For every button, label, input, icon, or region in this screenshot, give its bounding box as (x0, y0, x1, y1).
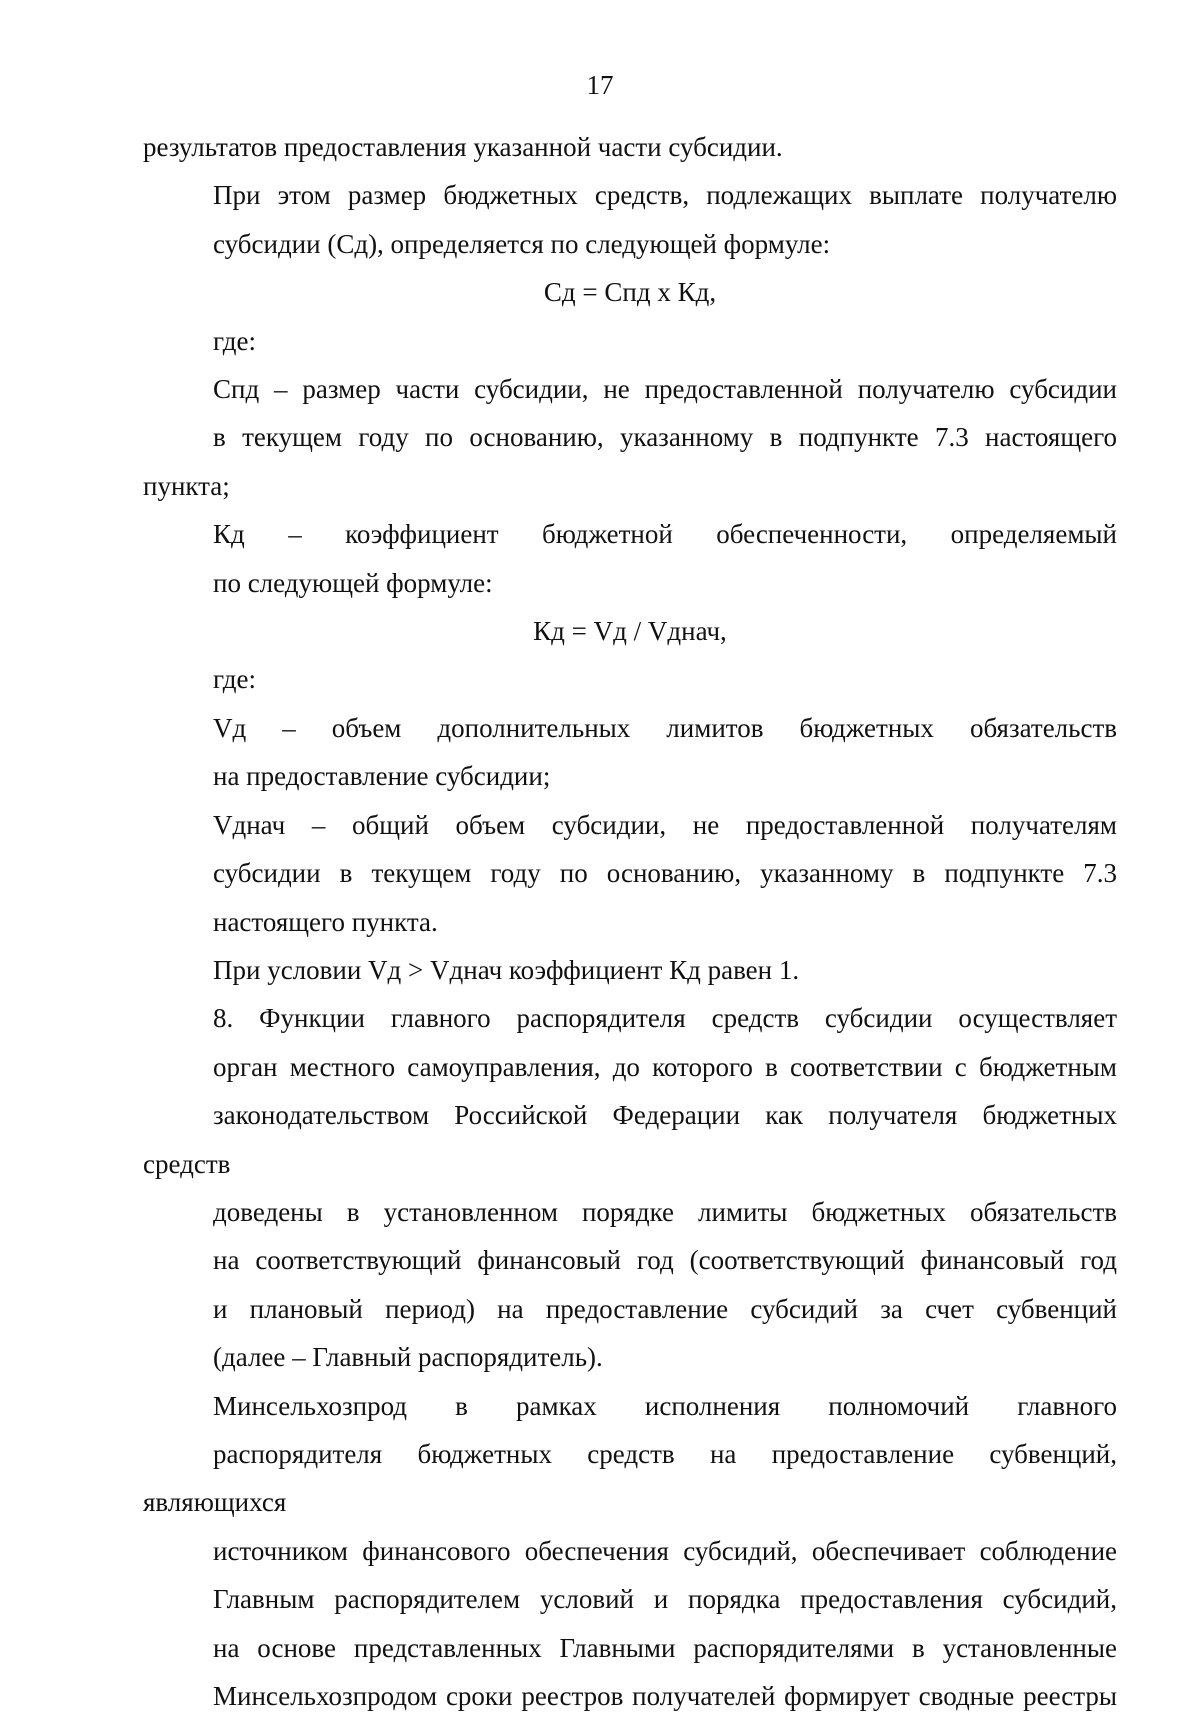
text-line: Минсельхозпрод в рамках исполнения полномочий главного (213, 1390, 1117, 1421)
text-line: Спд – размер части субсидии, не предоставленной получателю субсидии (213, 374, 1117, 405)
paragraph-budget-funds-amount (143, 171, 1117, 268)
text-line: где: (213, 325, 256, 356)
paragraph-condition (143, 946, 1117, 994)
paragraph-clause-8 (143, 994, 1117, 1381)
text-line: субсидии в текущем году по основанию, указанному в подпункте 7.3 (213, 858, 1117, 889)
text-line: и плановый период) на предоставление субсидий за счет субвенций (213, 1293, 1117, 1324)
text-line: источником финансового обеспечения субсидий, обеспечивает соблюдение (213, 1535, 1117, 1566)
text-line: на основе представленных Главными распорядителями в установленные (213, 1632, 1117, 1663)
text-line: Vднач – общий объем субсидии, не предоставленной получателям (213, 809, 1117, 840)
text-line: субсидии (Сд), определяется по следующей формуле: (213, 228, 831, 259)
text-line: распорядителя бюджетных средств на предоставление субвенций, являющихся (143, 1438, 1117, 1518)
text-line: доведены в установленном порядке лимиты бюджетных обязательств (213, 1196, 1117, 1227)
where-label (143, 655, 1117, 703)
text-line: орган местного самоуправления, до которого в соответствии с бюджетным (213, 1051, 1117, 1082)
text-line: Кд – коэффициент бюджетной обеспеченности, определяемый (213, 519, 1117, 550)
text-line: Минсельхозпродом сроки реестров получателей формирует сводные реестры (213, 1681, 1117, 1711)
text-line: законодательством Российской Федерации как получателя бюджетных средств (143, 1100, 1117, 1179)
text-line: на предоставление субсидии; (213, 761, 551, 792)
text-line: на соответствующий финансовый год (соответствующий финансовый год (213, 1245, 1117, 1276)
where-label (143, 317, 1117, 365)
text-line: где: (213, 664, 256, 695)
page-number: 17 (586, 70, 614, 100)
text-line: При условии Vд > Vднач коэффициент Кд равен 1. (213, 954, 800, 985)
text-line: Vд – объем дополнительных лимитов бюджетных обязательств (213, 712, 1117, 743)
definition-vd (143, 704, 1117, 801)
text-line: результатов предоставления указанной части субсидии. (143, 132, 783, 162)
formula-kd: Кд = Vд / Vднач, (533, 616, 727, 647)
document-body (143, 123, 1117, 1720)
text-line: Главным распорядителем условий и порядка предоставления субсидий, (213, 1584, 1117, 1615)
text-line: (далее – Главный распорядитель). (213, 1342, 603, 1373)
definition-vdnach (143, 801, 1117, 946)
text-line: 8. Функции главного распорядителя средств субсидии осуществляет (213, 1003, 1117, 1034)
text-line: При этом размер бюджетных средств, подлежащих выплате получателю (213, 180, 1117, 211)
text-line: в текущем году по основанию, указанному в подпункте 7.3 настоящего пункта; (143, 422, 1117, 501)
text-line: настоящего пункта. (213, 906, 438, 937)
paragraph-minselkhozprod (143, 1382, 1117, 1720)
paragraph-continuation (143, 123, 1117, 171)
definition-kd (143, 510, 1117, 607)
text-line: по следующей формуле: (213, 567, 493, 598)
formula-sd: Сд = Спд х Кд, (543, 277, 717, 308)
definition-spd (143, 365, 1117, 510)
